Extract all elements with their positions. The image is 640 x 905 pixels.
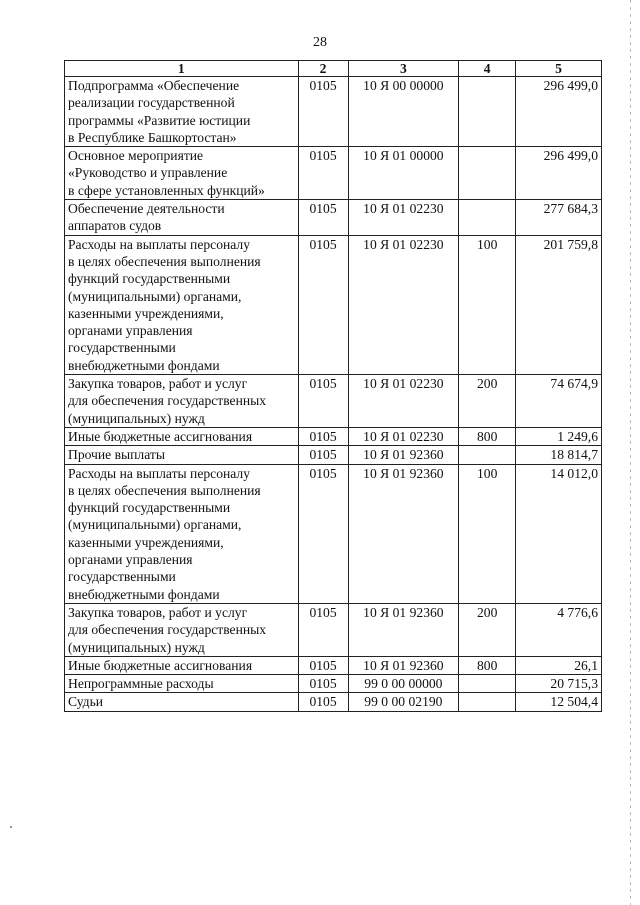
row-expense-type: 200 [459,375,516,428]
budget-table [64,60,602,712]
row-section-code: 0105 [298,603,348,656]
page-number: 28 [313,35,327,50]
table-header-row [65,61,602,77]
row-section-code: 0105 [298,464,348,603]
row-target-code: 10 Я 01 02230 [348,235,459,374]
row-amount: 20 715,3 [516,675,602,693]
row-target-code: 99 0 00 02190 [348,693,459,711]
scan-speck [10,826,12,828]
column-header-3: 3 [348,61,459,77]
row-expense-type [459,200,516,236]
row-expense-type [459,693,516,711]
row-target-code: 99 0 00 00000 [348,675,459,693]
row-name: Расходы на выплаты персоналу в целях обеспечения выполнения функций государственными (муниципальными) органами, казенными учреждениями, органами управления государственными внебюджетными фондами [65,235,299,374]
row-section-code: 0105 [298,147,348,200]
row-section-code: 0105 [298,675,348,693]
row-section-code: 0105 [298,77,348,147]
row-section-code: 0105 [298,375,348,428]
row-amount: 296 499,0 [516,147,602,200]
row-name: Обеспечение деятельности аппаратов судов [65,200,299,236]
row-amount: 18 814,7 [516,446,602,464]
row-section-code: 0105 [298,446,348,464]
row-target-code: 10 Я 01 92360 [348,656,459,674]
column-header-1: 1 [65,61,299,77]
table-row [65,200,602,236]
row-expense-type [459,675,516,693]
row-target-code: 10 Я 01 00000 [348,147,459,200]
table-row [65,77,602,147]
column-header-5: 5 [516,61,602,77]
row-target-code: 10 Я 01 92360 [348,446,459,464]
table-row [65,147,602,200]
table-body [65,77,602,712]
table-row [65,603,602,656]
table-row [65,446,602,464]
row-name: Закупка товаров, работ и услуг для обеспечения государственных (муниципальных) нужд [65,603,299,656]
row-section-code: 0105 [298,693,348,711]
row-name: Иные бюджетные ассигнования [65,427,299,445]
row-expense-type [459,446,516,464]
table-row [65,656,602,674]
row-section-code: 0105 [298,656,348,674]
row-target-code: 10 Я 01 92360 [348,464,459,603]
row-name: Непрограммные расходы [65,675,299,693]
row-amount: 201 759,8 [516,235,602,374]
table-row [65,675,602,693]
row-name: Основное мероприятие «Руководство и управление в сфере установленных функций» [65,147,299,200]
row-amount: 74 674,9 [516,375,602,428]
row-name: Закупка товаров, работ и услуг для обеспечения государственных (муниципальных) нужд [65,375,299,428]
table-row [65,693,602,711]
row-name: Иные бюджетные ассигнования [65,656,299,674]
row-expense-type [459,77,516,147]
row-target-code: 10 Я 01 02230 [348,375,459,428]
scan-edge [630,0,631,905]
table-row [65,427,602,445]
row-expense-type: 100 [459,235,516,374]
table-row [65,464,602,603]
row-amount: 14 012,0 [516,464,602,603]
row-section-code: 0105 [298,427,348,445]
row-name: Расходы на выплаты персоналу в целях обеспечения выполнения функций государственными (муниципальными) органами, казенными учреждениями, органами управления государственными внебюджетными фондами [65,464,299,603]
row-section-code: 0105 [298,200,348,236]
row-expense-type: 800 [459,656,516,674]
row-amount: 26,1 [516,656,602,674]
row-amount: 1 249,6 [516,427,602,445]
table-row [65,375,602,428]
table-row [65,235,602,374]
row-amount: 4 776,6 [516,603,602,656]
row-name: Подпрограмма «Обеспечение реализации государственной программы «Развитие юстиции в Республике Башкортостан» [65,77,299,147]
row-expense-type: 200 [459,603,516,656]
row-amount: 277 684,3 [516,200,602,236]
row-target-code: 10 Я 01 92360 [348,603,459,656]
row-target-code: 10 Я 00 00000 [348,77,459,147]
row-expense-type [459,147,516,200]
row-expense-type: 800 [459,427,516,445]
row-name: Судьи [65,693,299,711]
row-target-code: 10 Я 01 02230 [348,200,459,236]
row-target-code: 10 Я 01 02230 [348,427,459,445]
row-name: Прочие выплаты [65,446,299,464]
column-header-4: 4 [459,61,516,77]
row-amount: 12 504,4 [516,693,602,711]
column-header-2: 2 [298,61,348,77]
row-amount: 296 499,0 [516,77,602,147]
row-section-code: 0105 [298,235,348,374]
row-expense-type: 100 [459,464,516,603]
